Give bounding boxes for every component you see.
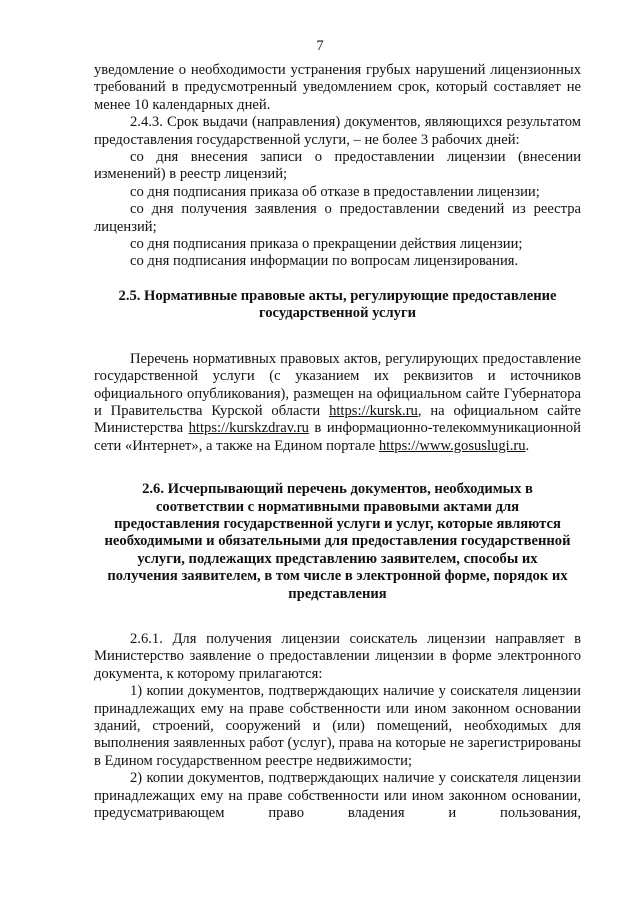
list-item: со дня получения заявления о предоставлении сведений из реестра лицензий; (94, 201, 581, 235)
heading-line: необходимыми и обязательными для предоставления государственной (104, 533, 571, 550)
page-number: 7 (316, 38, 324, 54)
heading-line: услуги, подлежащих представлению заявителем, способы их (137, 550, 538, 567)
document-body (94, 62, 581, 822)
heading-line: предоставления государственной услуги и услуг, которые являются (114, 515, 561, 532)
section-heading-2-5 (94, 288, 581, 323)
paragraph-2-4-3: 2.4.3. Срок выдачи (направления) документов, являющихся результатом предоставления государственной услуги, – не более 3 рабочих дней: (94, 114, 581, 148)
section-heading-2-6 (94, 481, 581, 603)
paragraph-text: , на официальном сайте Министерства (94, 402, 581, 437)
list-item: 2) копии документов, подтверждающих наличие у соискателя лицензии принадлежащих ему на праве собственности или ином законном основании, предусматривающем право владения и пользования, (94, 770, 581, 822)
list-item: со дня подписания информации по вопросам лицензирования. (130, 253, 519, 270)
list-item: со дня подписания приказа о прекращении действия лицензии; (130, 236, 523, 253)
heading-line: государственной услуги (258, 305, 417, 322)
paragraph-2-5 (94, 351, 581, 455)
paragraph-text: Перечень нормативных правовых актов, регулирующих предоставление государственной услуги (с указанием их реквизитов и источников официального опубликования), размещен на официальном сайте Губернатора и Правительства Курской области (94, 350, 581, 419)
kurskzdrav-link[interactable]: https://kurskzdrav.ru (188, 420, 309, 437)
kursk-link[interactable]: https://kursk.ru (329, 402, 418, 419)
list-item: со дня подписания приказа об отказе в предоставлении лицензии; (130, 183, 540, 200)
gosuslugi-link[interactable]: https://www.gosuslugi.ru (378, 437, 526, 454)
heading-line: соответствии с нормативными правовыми актами для (155, 498, 520, 515)
heading-line: получения заявителем, в том числе в электронной форме, порядок их (107, 568, 568, 585)
list-item: 1) копии документов, подтверждающих наличие у соискателя лицензии принадлежащих ему на праве собственности или ином законном основании зданий, строений, сооружений и (или) помещений, необходимых для выполнения заявленных работ (услуг), права на которые не зарегистрированы в Едином государственном реестре недвижимости; (94, 683, 581, 769)
heading-line: 2.6. Исчерпывающий перечень документов, необходимых в (142, 481, 533, 498)
list-item: со дня внесения записи о предоставлении лицензии (внесении изменений) в реестр лицензий; (94, 149, 581, 183)
paragraph-text: . (525, 437, 530, 454)
paragraph-text: в информационно-телекоммуникационной сети «Интернет», а также на Едином портале (94, 420, 581, 454)
paragraph-2-6-1: 2.6.1. Для получения лицензии соискатель лицензии направляет в Министерство заявление о предоставлении лицензии в форме электронного документа, к которому прилагаются: (94, 630, 581, 682)
intro-paragraph: уведомление о необходимости устранения грубых нарушений лицензионных требований в предусмотренный уведомлением срок, который составляет не менее 10 календарных дней. (94, 62, 581, 113)
heading-line: 2.5. Нормативные правовые акты, регулирующие предоставление (118, 287, 557, 304)
heading-line: представления (288, 585, 387, 602)
